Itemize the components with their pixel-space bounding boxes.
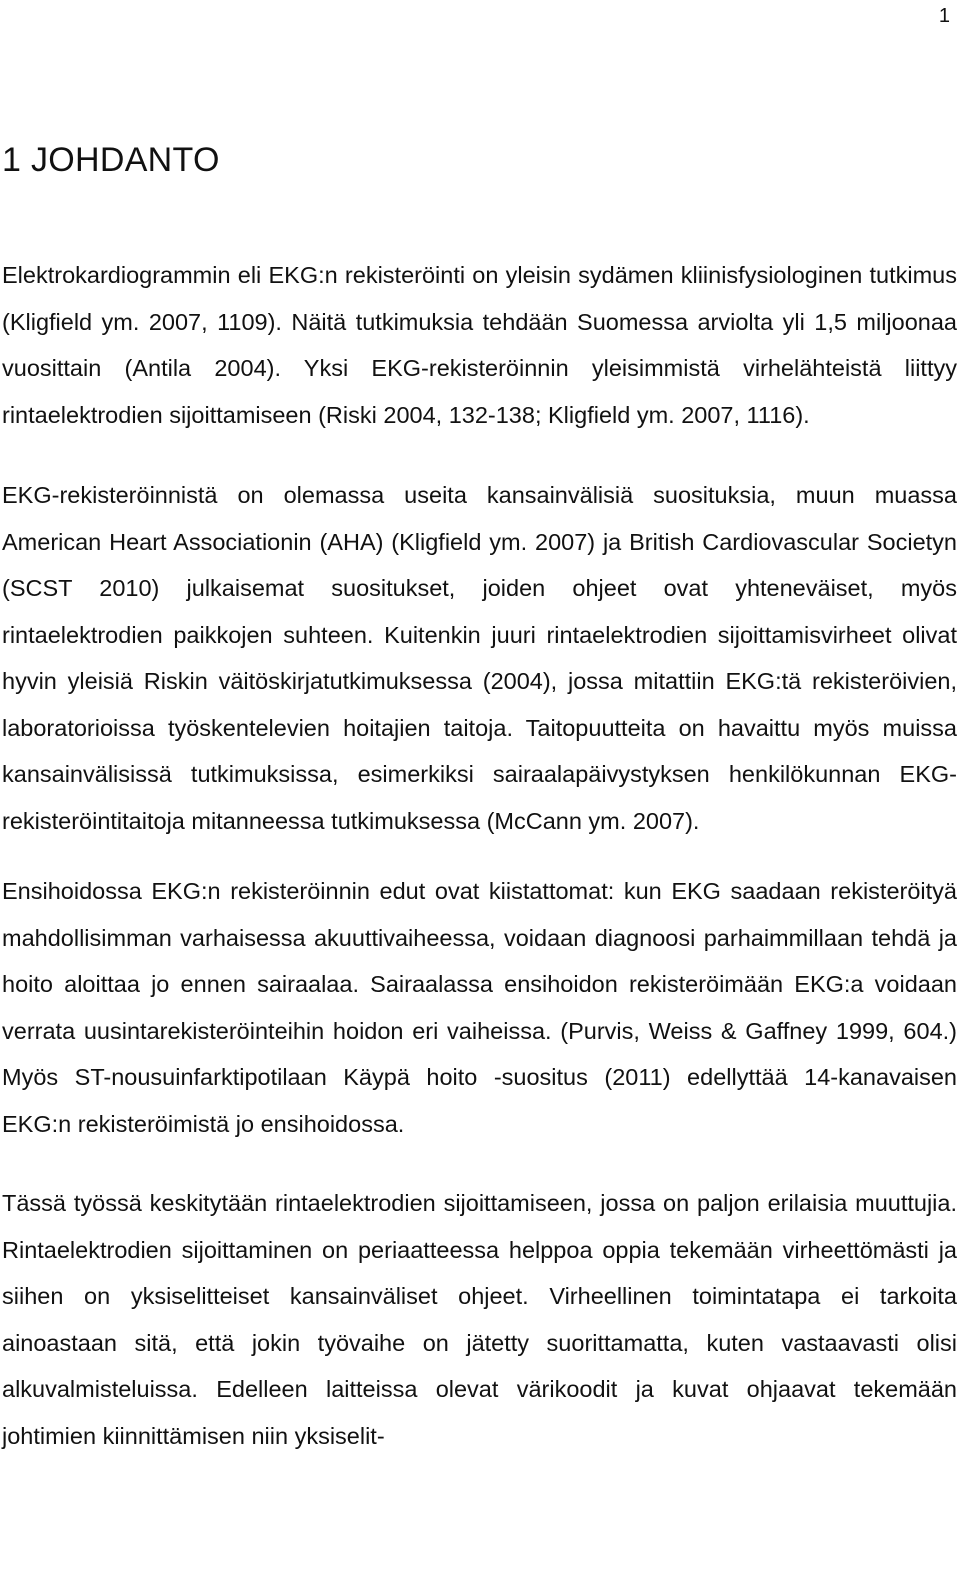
paragraph-2: EKG-rekisteröinnistä on olemassa useita kansainvälisiä suosituksia, muun muassa American Heart Associationin (AHA) (Kligfield ym. 2007) ja British Cardiovascular Societyn (SCST 2010) julkaisemat suositukset, joiden ohjeet ovat yhteneväiset, myös rintaelektrodien paikkojen suhteen. Kuitenkin juuri rintaelektrodien sijoittamisvirheet olivat hyvin yleisiä Riskin väitöskirjatutkimuksessa (2004), jossa mitattiin EKG:tä rekisteröivien, laboratorioissa työskentelevien hoitajien taitoja. Taitopuutteita on havaittu myös muissa kansainvälisissä tutkimuksissa, esimerkiksi sairaalapäivystyksen henkilökunnan EKG-rekisteröintitaitoja mitanneessa tutkimuksessa (McCann ym. 2007). — [2, 482, 957, 834]
body-text — [2, 252, 957, 1459]
paragraph-1: Elektrokardiogrammin eli EKG:n rekisteröinti on yleisin sydämen kliinisfysiologinen tutkimus (Kligfield ym. 2007, 1109). Näitä tutkimuksia tehdään Suomessa arviolta yli 1,5 miljoonaa vuosittain (Antila 2004). Yksi EKG-rekisteröinnin yleisimmistä virhelähteistä liittyy rintaelektrodien sijoittamiseen (Riski 2004, 132-138; Kligfield ym. 2007, 1116). — [2, 262, 957, 428]
paragraph-4: Tässä työssä keskitytään rintaelektrodien sijoittamiseen, jossa on paljon erilaisia muuttujia. Rintaelektrodien sijoittaminen on periaatteessa helppoa oppia tekemään virheettömästi ja siihen on yksiselitteiset kansainväliset ohjeet. Virheellinen toimintatapa ei tarkoita ainoastaan sitä, että jokin työvaihe on jätetty suorittamatta, kuten vastaavasti olisi alkuvalmisteluissa. Edelleen laitteissa olevat värikoodit ja kuvat ohjaavat tekemään johtimien kiinnittämisen niin yksiselit- — [2, 1190, 957, 1449]
paragraph-3: Ensihoidossa EKG:n rekisteröinnin edut ovat kiistattomat: kun EKG saadaan rekisteröityä mahdollisimman varhaisessa akuuttivaiheessa, voidaan diagnoosi parhaimmillaan tehdä ja hoito aloittaa jo ennen sairaalaa. Sairaalassa ensihoidon rekisteröimään EKG:a voidaan verrata uusintarekisteröinteihin hoidon eri vaiheissa. (Purvis, Weiss & Gaffney 1999, 604.) Myös ST-nousuinfarktipotilaan Käypä hoito -suositus (2011) edellyttää 14-kanavaisen EKG:n rekisteröimistä jo ensihoidossa. — [2, 878, 957, 1137]
page-number: 1 — [938, 5, 950, 27]
chapter-heading: 1 JOHDANTO — [2, 141, 220, 179]
